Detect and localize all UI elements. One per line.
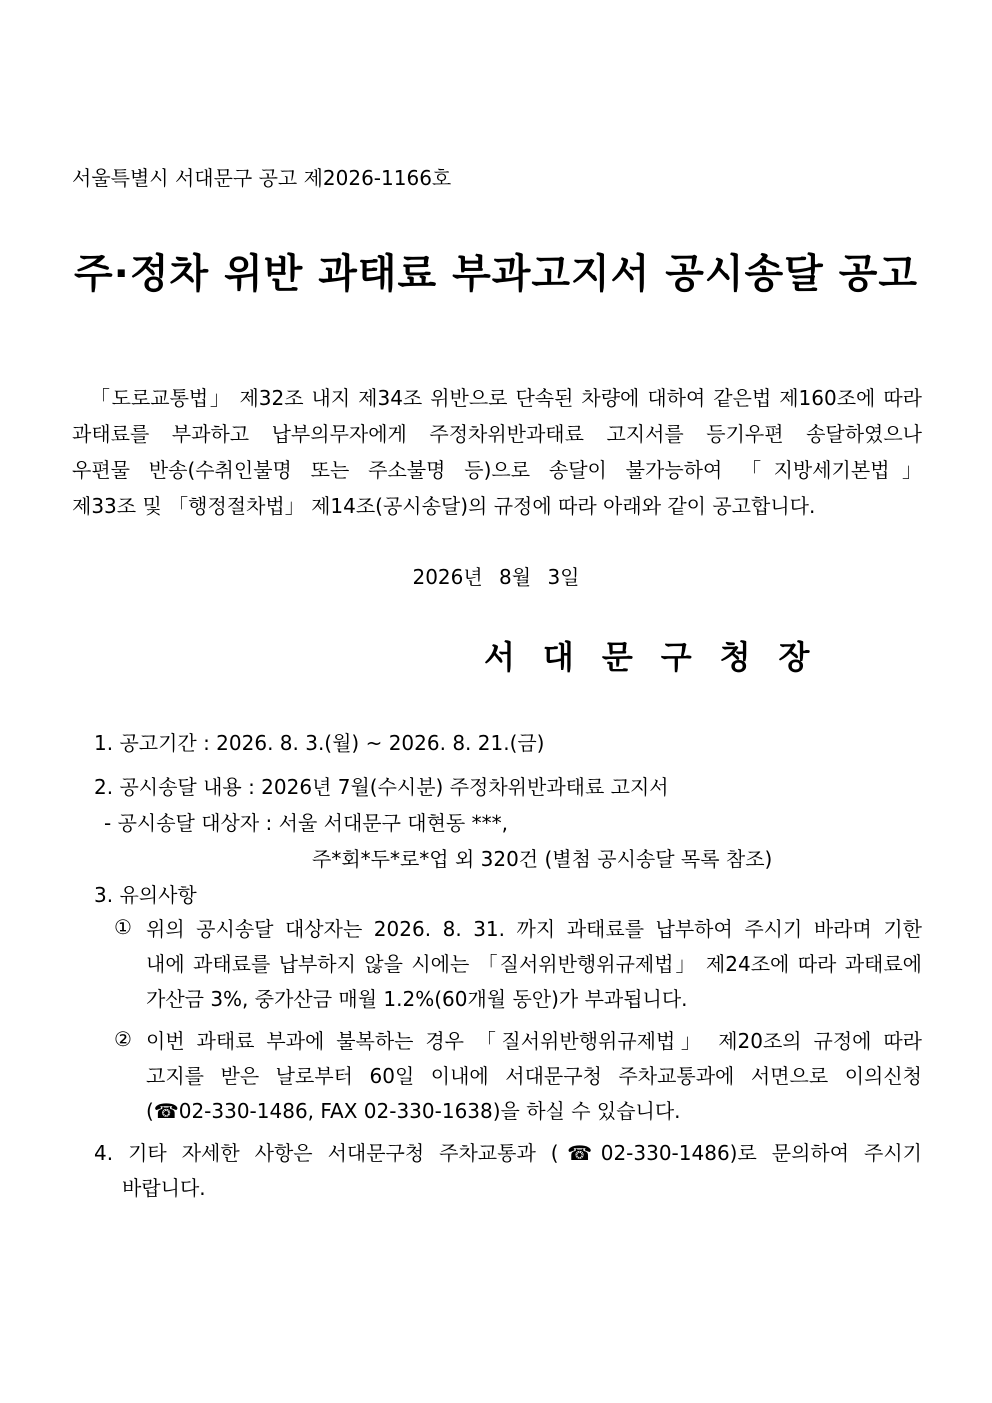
intro-line: 「도로교통법」 제32조 내지 제34조 위반으로 단속된 차량에 대하여 같은법 제160조에 따라 xyxy=(90,386,922,410)
notice-number: 서울특별시 서대문구 공고 제2026-1166호 xyxy=(72,166,452,190)
note-2-line: 고지를 받은 날로부터 60일 이내에 서대문구청 주차교통과에 서면으로 이의신청 xyxy=(146,1064,922,1088)
intro-paragraph xyxy=(72,380,922,524)
intro-line: 과태료를 부과하고 납부의무자에게 주정차위반과태료 고지서를 등기우편 송달하였으나 xyxy=(72,422,922,446)
item-period: 1. 공고기간 : 2026. 8. 3.(월) ~ 2026. 8. 21.(금) xyxy=(94,731,545,755)
item-contact xyxy=(94,1136,922,1206)
note-1-line: 가산금 3%, 중가산금 매월 1.2%(60개월 동안)가 부과됩니다. xyxy=(146,987,688,1011)
note-2-line: (☎02-330-1486, FAX 02-330-1638)을 하실 수 있습니다. xyxy=(146,1099,681,1123)
note-1-line: 내에 과태료를 납부하지 않을 시에는 「질서위반행위규제법」 제24조에 따라 과태료에 xyxy=(146,952,922,976)
document-title: 주·정차 위반 과태료 부과고지서 공시송달 공고 xyxy=(74,251,918,297)
item-contact-line: 4. 기타 자세한 사항은 서대문구청 주차교통과 (☎02-330-1486)로 문의하여 주시기 xyxy=(94,1141,922,1165)
note-1-mark: ① xyxy=(114,915,132,939)
intro-line: 우편물 반송(수취인불명 또는 주소불명 등)으로 송달이 불가능하여 「지방세기본법」 xyxy=(72,458,922,482)
signer: 서대문구청장 xyxy=(484,638,838,676)
item-target: - 공시송달 대상자 : 서울 서대문구 대현동 ***, xyxy=(104,811,508,835)
item-contact-line: 바랍니다. xyxy=(122,1176,206,1200)
note-1-line: 위의 공시송달 대상자는 2026. 8. 31. 까지 과태료를 납부하여 주시기 바라며 기한 xyxy=(146,917,922,941)
item-notes-heading: 3. 유의사항 xyxy=(94,883,197,907)
item-target-detail: 주*회*두*로*업 외 320건 (별첨 공시송달 목록 참조) xyxy=(312,847,773,871)
intro-line: 제33조 및 「행정절차법」 제14조(공시송달)의 규정에 따라 아래와 같이 공고합니다. xyxy=(72,494,816,518)
note-1 xyxy=(146,912,922,1017)
note-2-mark: ② xyxy=(114,1027,132,1051)
note-2 xyxy=(146,1024,922,1129)
item-content: 2. 공시송달 내용 : 2026년 7월(수시분) 주정차위반과태료 고지서 xyxy=(94,775,669,799)
notice-date: 2026년 8월 3일 xyxy=(412,565,580,589)
note-2-line: 이번 과태료 부과에 불복하는 경우 「질서위반행위규제법」 제20조의 규정에 따라 xyxy=(146,1029,922,1053)
